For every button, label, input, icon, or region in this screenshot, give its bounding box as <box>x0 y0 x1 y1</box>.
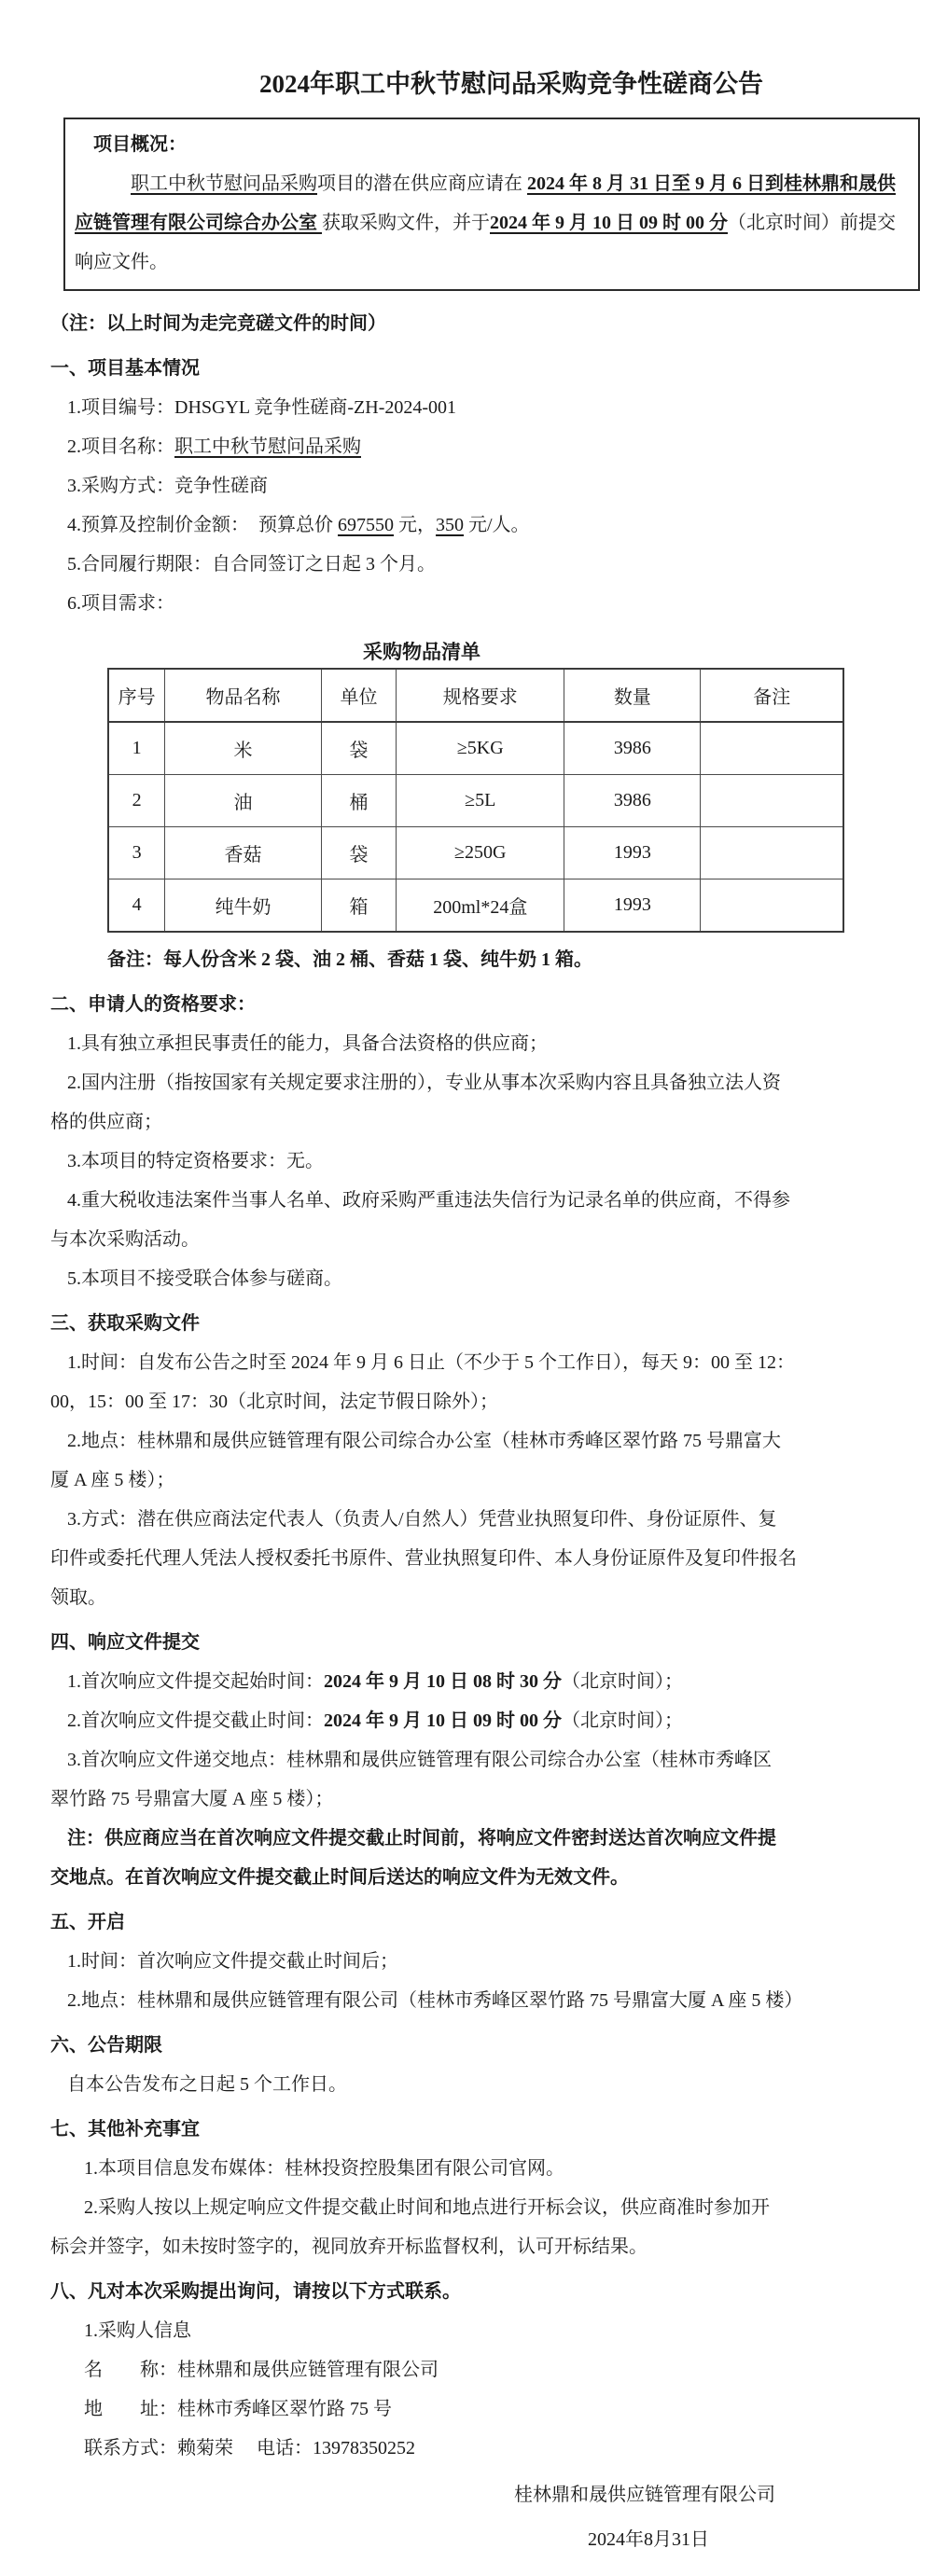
bold-deadline-time: 2024 年 9 月 10 日 09 时 00 分 <box>324 1710 562 1731</box>
paragraph-line: 翠竹路 75 号鼎富大厦 A 座 5 楼）； <box>50 1789 334 1809</box>
signature-date: 2024年8月31日 <box>588 2529 709 2550</box>
table-header-cell: 物品名称 <box>165 669 321 722</box>
paragraph-line: 3.方式：潜在供应商法定代表人（负责人/自然人）凭营业执照复印件、身份证原件、复 <box>67 1509 777 1530</box>
paragraph-line <box>50 506 933 545</box>
section-heading-3: 三、获取采购文件 <box>50 1313 200 1334</box>
overview-heading: 项目概况： <box>93 134 187 155</box>
table-cell <box>701 827 843 879</box>
procurement-table <box>107 668 844 933</box>
paragraph-line: 标会并签字，如未按时签字的，视同放弃开标监督权利，认可开标结果。 <box>50 2237 648 2257</box>
section-heading-5: 五、开启 <box>50 1912 125 1932</box>
table-cell: 油 <box>165 775 321 827</box>
paragraph-line: 3.首次响应文件递交地点：桂林鼎和晟供应链管理有限公司综合办公室（桂林市秀峰区 <box>67 1750 772 1770</box>
section-heading-4: 四、响应文件提交 <box>50 1632 200 1653</box>
paragraph-line: 1.本项目信息发布媒体：桂林投资控股集团有限公司官网。 <box>84 2158 564 2179</box>
table-cell: 1 <box>108 722 165 775</box>
paragraph-line: 6.项目需求： <box>67 593 174 614</box>
paragraph-line: 00，15：00 至 17：30（北京时间，法定节假日除外）； <box>50 1392 498 1412</box>
paragraph-line: 1.具有独立承担民事责任的能力，具备合法资格的供应商； <box>67 1033 548 1054</box>
buyer-address-line: 地 址：桂林市秀峰区翠竹路 75 号 <box>84 2399 392 2419</box>
note-line: （注：以上时间为走完竞磋文件的时间） <box>50 313 386 334</box>
plain-text: 项目的潜在供应商应请在 <box>317 173 527 194</box>
table-cell: 箱 <box>321 879 397 933</box>
paragraph-line: 5.本项目不接受联合体参与磋商。 <box>67 1268 342 1289</box>
paragraph-line: 领取。 <box>50 1587 106 1608</box>
table-cell: 2 <box>108 775 165 827</box>
table-cell: 香菇 <box>165 827 321 879</box>
buyer-name-line: 名 称：桂林鼎和晟供应链管理有限公司 <box>84 2360 439 2380</box>
table-header-cell: 序号 <box>108 669 165 722</box>
section-heading-7: 七、其他补充事宜 <box>50 2119 200 2140</box>
underlined-budget-total: 697550 <box>338 515 394 535</box>
table-header-cell: 备注 <box>701 669 843 722</box>
section-heading-2: 二、申请人的资格要求： <box>50 994 256 1015</box>
table-cell: ≥5KG <box>397 722 564 775</box>
table-header-cell: 规格要求 <box>397 669 564 722</box>
plain-text: 1.首次响应文件提交起始时间： <box>67 1671 324 1692</box>
paragraph-line: 1.采购人信息 <box>84 2320 191 2341</box>
paragraph-line: 自本公告发布之日起 5 个工作日。 <box>67 2074 347 2095</box>
paragraph-line: 厦 A 座 5 楼）； <box>50 1470 175 1490</box>
plain-text: 2.首次响应文件提交截止时间： <box>67 1710 324 1731</box>
paragraph-line: 1.时间：自发布公告之时至 2024 年 9 月 6 日止（不少于 5 个工作日），每天 9：00 至 12： <box>67 1352 795 1373</box>
table-title: 采购物品清单 <box>363 641 480 663</box>
paragraph-line: 2.地点：桂林鼎和晟供应链管理有限公司（桂林市秀峰区翠竹路 75 号鼎富大厦 A 座 5 楼） <box>67 1990 803 2011</box>
table-cell: 3986 <box>564 722 701 775</box>
signature-company: 桂林鼎和晟供应链管理有限公司 <box>514 2485 775 2505</box>
table-cell <box>701 879 843 933</box>
table-header-cell: 数量 <box>564 669 701 722</box>
paragraph-line: 4.重大税收违法案件当事人名单、政府采购严重违法失信行为记录名单的供应商，不得参 <box>67 1190 790 1211</box>
table-cell: 3 <box>108 827 165 879</box>
table-cell <box>701 775 843 827</box>
paragraph-line: 印件或委托代理人凭法人授权委托书原件、营业执照复印件、本人身份证原件及复印件报名 <box>50 1548 797 1569</box>
overview-paragraph-line <box>75 203 894 242</box>
plain-text: 元/人。 <box>464 515 530 535</box>
table-cell: 袋 <box>321 827 397 879</box>
underlined-project-name: 职工中秋节慰问品采购 <box>174 436 361 457</box>
table-cell: 袋 <box>321 722 397 775</box>
paragraph-line: 3.本项目的特定资格要求：无。 <box>67 1151 324 1171</box>
table-row <box>108 827 843 879</box>
table-cell: 1993 <box>564 879 701 933</box>
document-body <box>0 304 933 2559</box>
table-cell: 桶 <box>321 775 397 827</box>
table-note: 备注：每人份含米 2 袋、油 2 桶、香菇 1 袋、纯牛奶 1 箱。 <box>107 949 592 970</box>
doc-title: 2024年职工中秋节慰问品采购竞争性磋商公告 <box>259 70 763 98</box>
bold-note-line: 注：供应商应当在首次响应文件提交截止时间前，将响应文件密封送达首次响应文件提 <box>67 1828 776 1849</box>
table-cell: 纯牛奶 <box>165 879 321 933</box>
paragraph-line: 与本次采购活动。 <box>50 1229 200 1250</box>
plain-text: （北京时间）前提交 <box>728 213 896 233</box>
overview-box <box>63 118 920 291</box>
paragraph-line <box>50 427 933 466</box>
bold-note-line: 交地点。在首次响应文件提交截止时间后送达的响应文件为无效文件。 <box>50 1867 629 1888</box>
paragraph-line: 5.合同履行期限：自合同签订之日起 3 个月。 <box>67 554 436 575</box>
section-heading-6: 六、公告期限 <box>50 2035 162 2056</box>
plain-text: 4.预算及控制价金额： 预算总价 <box>67 515 338 535</box>
plain-text: 元， <box>394 515 436 535</box>
paragraph-line: 2.地点：桂林鼎和晟供应链管理有限公司综合办公室（桂林市秀峰区翠竹路 75 号鼎富大 <box>67 1431 781 1451</box>
table-cell: 3986 <box>564 775 701 827</box>
table-cell: ≥5L <box>397 775 564 827</box>
section-heading-8: 八、凡对本次采购提出询问，请按以下方式联系。 <box>50 2281 461 2302</box>
paragraph-line: 2.采购人按以上规定响应文件提交截止时间和地点进行开标会议，供应商准时参加开 <box>84 2197 770 2218</box>
table-cell: 1993 <box>564 827 701 879</box>
paragraph-line: 3.采购方式：竞争性磋商 <box>67 476 268 496</box>
overview-paragraph-line: 响应文件。 <box>75 252 168 272</box>
table-row <box>108 879 843 933</box>
paragraph-line: 格的供应商； <box>50 1112 162 1132</box>
table-header-cell: 单位 <box>321 669 397 722</box>
paragraph-line <box>50 1662 933 1701</box>
table-row <box>108 775 843 827</box>
plain-text: （北京时间）； <box>562 1671 683 1692</box>
plain-text: （北京时间）； <box>562 1710 683 1731</box>
plain-text: 2.项目名称： <box>67 436 174 457</box>
plain-text: 获取采购文件，并于 <box>322 213 490 233</box>
table-cell: 200ml*24盒 <box>397 879 564 933</box>
table-cell: 米 <box>165 722 321 775</box>
table-cell: ≥250G <box>397 827 564 879</box>
underlined-project-name: 职工中秋节慰问品采购 <box>131 173 317 194</box>
underlined-office-name: 应链管理有限公司综合办公室 <box>75 213 322 233</box>
paragraph-line: 2.国内注册（指按国家有关规定要求注册的），专业从事本次采购内容且具备独立法人资 <box>67 1073 781 1093</box>
table-cell: 4 <box>108 879 165 933</box>
underlined-deadline: 2024 年 9 月 10 日 09 时 00 分 <box>490 213 728 233</box>
bold-start-time: 2024 年 9 月 10 日 08 时 30 分 <box>324 1671 562 1692</box>
paragraph-line: 1.项目编号：DHSGYL 竞争性磋商-ZH-2024-001 <box>67 397 457 418</box>
underlined-budget-per-person: 350 <box>436 515 464 535</box>
paragraph-line: 1.时间：首次响应文件提交截止时间后； <box>67 1951 398 1972</box>
table-header-row <box>108 669 843 722</box>
underlined-date-range: 2024 年 8 月 31 日至 9 月 6 日到桂林鼎和晟供 <box>527 173 896 194</box>
section-heading-1: 一、项目基本情况 <box>50 358 200 379</box>
buyer-contact-line: 联系方式：赖菊荣 电话：13978350252 <box>84 2438 415 2458</box>
table-row <box>108 722 843 775</box>
paragraph-line <box>50 1701 933 1740</box>
overview-paragraph-line <box>75 164 894 203</box>
table-cell <box>701 722 843 775</box>
